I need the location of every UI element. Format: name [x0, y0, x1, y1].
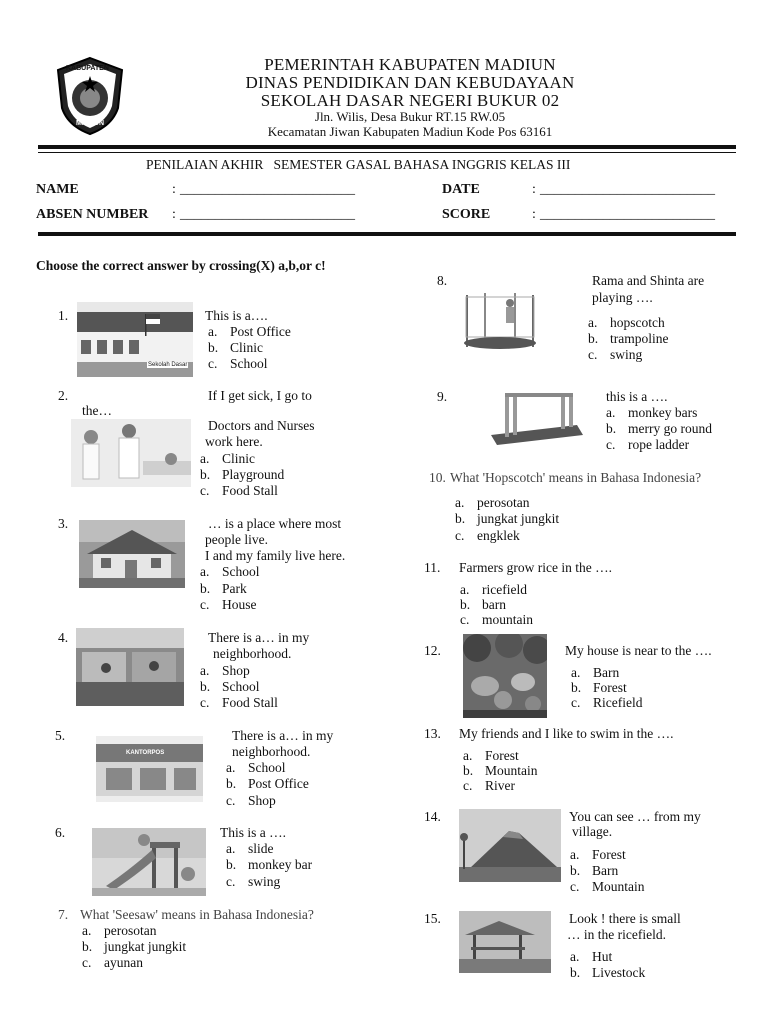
option-key: c.: [571, 695, 581, 710]
option-key: b.: [460, 597, 471, 612]
option-key: a.: [200, 451, 210, 466]
name-field[interactable]: _________________________: [180, 182, 355, 197]
q1-option-c[interactable]: [208, 356, 268, 372]
q5-option-a[interactable]: [226, 760, 286, 776]
q11-option-b[interactable]: [460, 597, 506, 613]
q14-option-a[interactable]: [570, 847, 626, 863]
option-key: c.: [455, 528, 465, 543]
option-text: mountain: [482, 612, 533, 627]
option-key: b.: [208, 340, 219, 355]
q2-option-a[interactable]: [200, 451, 255, 467]
q6-slide-image: [92, 828, 206, 896]
option-key: a.: [208, 324, 218, 339]
q2-clinic-image: [71, 419, 191, 487]
q13-option-c[interactable]: [463, 778, 515, 794]
option-key: c.: [200, 597, 210, 612]
score-label: SCORE: [442, 207, 491, 222]
option-text: monkey bar: [248, 857, 313, 872]
option-text: Clinic: [230, 340, 263, 355]
score-colon: :: [532, 207, 536, 222]
q15-text-1: Look ! there is small: [569, 911, 681, 926]
q8-option-c[interactable]: [588, 347, 642, 363]
date-colon: :: [532, 182, 536, 197]
q9-text: this is a ….: [606, 389, 668, 404]
date-field[interactable]: _________________________: [540, 182, 715, 197]
option-text: barn: [482, 597, 506, 612]
q12-option-a[interactable]: [571, 665, 619, 681]
q14-text-1: You can see … from my: [569, 809, 701, 824]
option-text: Ricefield: [593, 695, 643, 710]
q10-option-a[interactable]: [455, 495, 529, 511]
q9-number: 9.: [437, 389, 448, 404]
q3-option-b[interactable]: [200, 581, 247, 597]
q14-text-2: village.: [572, 824, 613, 839]
absen-field[interactable]: _________________________: [180, 207, 355, 222]
option-text: Forest: [592, 847, 626, 862]
score-field[interactable]: _________________________: [540, 207, 715, 222]
q12-option-c[interactable]: [571, 695, 642, 711]
q15-option-a[interactable]: [570, 949, 612, 965]
header-address-1: Jln. Wilis, Desa Bukur RT.15 RW.05: [314, 109, 506, 124]
option-text: Playground: [222, 467, 285, 482]
option-text: Clinic: [222, 451, 255, 466]
q2-option-c[interactable]: [200, 483, 278, 499]
option-text: School: [248, 760, 286, 775]
exam-title: PENILAIAN AKHIR SEMESTER GASAL BAHASA INGGRIS KELAS III: [146, 157, 571, 172]
instruction: Choose the correct answer by crossing(X) a,b,or c!: [36, 258, 326, 273]
q10-option-c[interactable]: [455, 528, 520, 544]
option-key: c.: [588, 347, 598, 362]
q13-option-a[interactable]: [463, 748, 519, 764]
q9-monkey-bars-image: [487, 387, 585, 447]
header-divider: [38, 145, 736, 149]
option-key: a.: [82, 923, 92, 938]
option-key: b.: [588, 331, 599, 346]
option-key: c.: [82, 955, 92, 970]
q6-option-b[interactable]: [226, 857, 312, 873]
q2-option-b[interactable]: [200, 467, 284, 483]
option-key: a.: [226, 760, 236, 775]
q3-text-3: I and my family live here.: [205, 548, 346, 563]
q12-forest-image: [463, 634, 547, 718]
q7-text: What 'Seesaw' means in Bahasa Indonesia?: [80, 907, 314, 922]
q5-text-1: There is a… in my: [232, 728, 334, 743]
absen-label: ABSEN NUMBER: [36, 207, 149, 222]
option-text: Barn: [593, 665, 620, 680]
option-text: Forest: [485, 748, 519, 763]
header-address-2: Kecamatan Jiwan Kabupaten Madiun Kode Pos 63161: [267, 124, 553, 139]
q1-option-b[interactable]: [208, 340, 263, 356]
option-key: c.: [226, 793, 236, 808]
q10-option-b[interactable]: [455, 511, 559, 527]
option-key: c.: [463, 778, 473, 793]
q15-text-2: … in the ricefield.: [567, 927, 666, 942]
q4-number: 4.: [58, 630, 69, 645]
q11-number: 11.: [424, 560, 441, 575]
q1-option-a[interactable]: [208, 324, 291, 340]
option-text: Shop: [248, 793, 276, 808]
option-key: b.: [571, 680, 582, 695]
option-key: b.: [570, 965, 581, 980]
logo-text-top: KABUPATEN: [66, 65, 109, 72]
option-text: Park: [222, 581, 247, 596]
q3-option-a[interactable]: [200, 564, 260, 580]
option-key: b.: [82, 939, 93, 954]
option-text: swing: [610, 347, 643, 362]
option-key: b.: [455, 511, 466, 526]
q3-number: 3.: [58, 516, 69, 531]
q10-text: What 'Hopscotch' means in Bahasa Indonesia?: [450, 470, 702, 485]
option-text: River: [485, 778, 515, 793]
q4-option-b[interactable]: [200, 679, 260, 695]
header-line-2: DINAS PENDIDIKAN DAN KEBUDAYAAN: [245, 73, 575, 92]
q11-option-c[interactable]: [460, 612, 533, 628]
q4-text-1: There is a… in my: [208, 630, 310, 645]
header-line-1: PEMERINTAH KABUPATEN MADIUN: [264, 55, 556, 74]
q6-option-c[interactable]: [226, 874, 280, 890]
q9-option-b[interactable]: [606, 421, 712, 437]
option-text: merry go round: [628, 421, 712, 436]
option-text: House: [222, 597, 257, 612]
absen-colon: :: [172, 207, 176, 222]
option-key: c.: [606, 437, 616, 452]
option-key: c.: [226, 874, 236, 889]
q15-option-b[interactable]: [570, 965, 645, 981]
name-label: NAME: [36, 182, 79, 197]
option-key: a.: [606, 405, 616, 420]
q1-image-sign: Sekolah Dasar: [148, 362, 188, 368]
q3-house-image: [79, 520, 185, 588]
q14-option-b[interactable]: [570, 863, 618, 879]
option-text: perosotan: [104, 923, 157, 938]
q8-text-2: playing ….: [592, 290, 653, 305]
q1-school-image: [77, 302, 193, 377]
option-text: Food Stall: [222, 695, 278, 710]
q7-option-a[interactable]: [82, 923, 156, 939]
q8-text-1: Rama and Shinta are: [592, 273, 705, 288]
option-key: b.: [606, 421, 617, 436]
q13-text: My friends and I like to swim in the ….: [459, 726, 674, 741]
option-text: Hut: [592, 949, 613, 964]
q7-number: 7.: [58, 907, 69, 922]
q14-mountain-image: [459, 809, 561, 882]
q10-number: 10.: [429, 470, 446, 485]
q4-option-c[interactable]: [200, 695, 278, 711]
option-key: b.: [570, 863, 581, 878]
q13-option-b[interactable]: [463, 763, 538, 779]
option-text: School: [222, 679, 260, 694]
option-text: slide: [248, 841, 274, 856]
q15-hut-image: [459, 911, 551, 973]
option-key: a.: [571, 665, 581, 680]
option-text: Food Stall: [222, 483, 278, 498]
q6-text: This is a ….: [220, 825, 286, 840]
q4-food-stall-image: [76, 628, 184, 706]
q2-text-4: work here.: [205, 434, 263, 449]
option-text: Post Office: [230, 324, 291, 339]
option-text: Post Office: [248, 776, 309, 791]
q7-option-b[interactable]: [82, 939, 186, 955]
option-key: b.: [200, 467, 211, 482]
option-text: ricefield: [482, 582, 527, 597]
header-line-3: SEKOLAH DASAR NEGERI BUKUR 02: [260, 91, 560, 110]
header-divider-thin: [38, 152, 736, 153]
option-key: b.: [200, 679, 211, 694]
q1-text: This is a….: [205, 308, 268, 323]
option-key: a.: [200, 663, 210, 678]
q8-option-a[interactable]: [588, 315, 665, 331]
option-text: Barn: [592, 863, 619, 878]
option-text: School: [222, 564, 260, 579]
q7-option-c[interactable]: [82, 955, 143, 971]
q5-text-2: neighborhood.: [232, 744, 311, 759]
option-text: rope ladder: [628, 437, 690, 452]
q2-text-2: the…: [82, 403, 112, 418]
q5-option-b[interactable]: [226, 776, 309, 792]
option-text: jungkat jungkit: [477, 511, 560, 526]
q12-option-b[interactable]: [571, 680, 627, 696]
option-key: b.: [200, 581, 211, 596]
option-text: ayunan: [104, 955, 143, 970]
q5-number: 5.: [55, 728, 66, 743]
option-text: monkey bars: [628, 405, 698, 420]
q8-trampoline-image: [462, 289, 538, 357]
q1-number: 1.: [58, 308, 69, 323]
q3-text-2: people live.: [205, 532, 268, 547]
option-key: b.: [463, 763, 474, 778]
date-label: DATE: [442, 182, 480, 197]
q5-option-c[interactable]: [226, 793, 276, 809]
option-key: a.: [200, 564, 210, 579]
option-key: c.: [200, 695, 210, 710]
q3-text-1: … is a place where most: [208, 516, 342, 531]
logo-text-bottom: MADIUN: [76, 120, 104, 127]
option-key: c.: [460, 612, 470, 627]
q8-option-b[interactable]: [588, 331, 668, 347]
q12-text: My house is near to the ….: [565, 643, 712, 658]
q9-option-c[interactable]: [606, 437, 689, 453]
option-text: perosotan: [477, 495, 530, 510]
option-text: engklek: [477, 528, 520, 543]
option-key: a.: [463, 748, 473, 763]
q11-text: Farmers grow rice in the ….: [459, 560, 612, 575]
name-colon: :: [172, 182, 176, 197]
q5-post-office-image: [96, 736, 203, 802]
option-text: trampoline: [610, 331, 669, 346]
q8-number: 8.: [437, 273, 448, 288]
option-text: Shop: [222, 663, 250, 678]
option-key: a.: [570, 949, 580, 964]
option-text: hopscotch: [610, 315, 665, 330]
option-key: b.: [226, 776, 237, 791]
q2-number: 2.: [58, 388, 69, 403]
option-text: Forest: [593, 680, 627, 695]
option-text: Mountain: [592, 879, 645, 894]
q6-option-a[interactable]: [226, 841, 274, 857]
option-text: jungkat jungkit: [104, 939, 187, 954]
option-text: swing: [248, 874, 281, 889]
form-divider: [38, 232, 736, 236]
option-key: c.: [208, 356, 218, 371]
q4-option-a[interactable]: [200, 663, 250, 679]
q11-option-a[interactable]: [460, 582, 527, 598]
option-key: c.: [570, 879, 580, 894]
option-key: a.: [460, 582, 470, 597]
q15-number: 15.: [424, 911, 441, 926]
q2-text-3: Doctors and Nurses: [208, 418, 315, 433]
option-text: School: [230, 356, 268, 371]
q14-number: 14.: [424, 809, 441, 824]
option-key: a.: [570, 847, 580, 862]
option-key: a.: [455, 495, 465, 510]
q2-text-1: If I get sick, I go to: [208, 388, 312, 403]
option-text: Livestock: [592, 965, 646, 980]
q4-text-2: neighborhood.: [213, 646, 292, 661]
q13-number: 13.: [424, 726, 441, 741]
q9-option-a[interactable]: [606, 405, 697, 421]
q12-number: 12.: [424, 643, 441, 658]
district-logo: [52, 56, 128, 136]
option-key: a.: [588, 315, 598, 330]
option-key: b.: [226, 857, 237, 872]
option-key: c.: [200, 483, 210, 498]
q3-option-c[interactable]: [200, 597, 257, 613]
option-key: a.: [226, 841, 236, 856]
q5-image-sign: KANTORPOS: [126, 750, 165, 756]
q14-option-c[interactable]: [570, 879, 645, 895]
option-text: Mountain: [485, 763, 538, 778]
q6-number: 6.: [55, 825, 66, 840]
